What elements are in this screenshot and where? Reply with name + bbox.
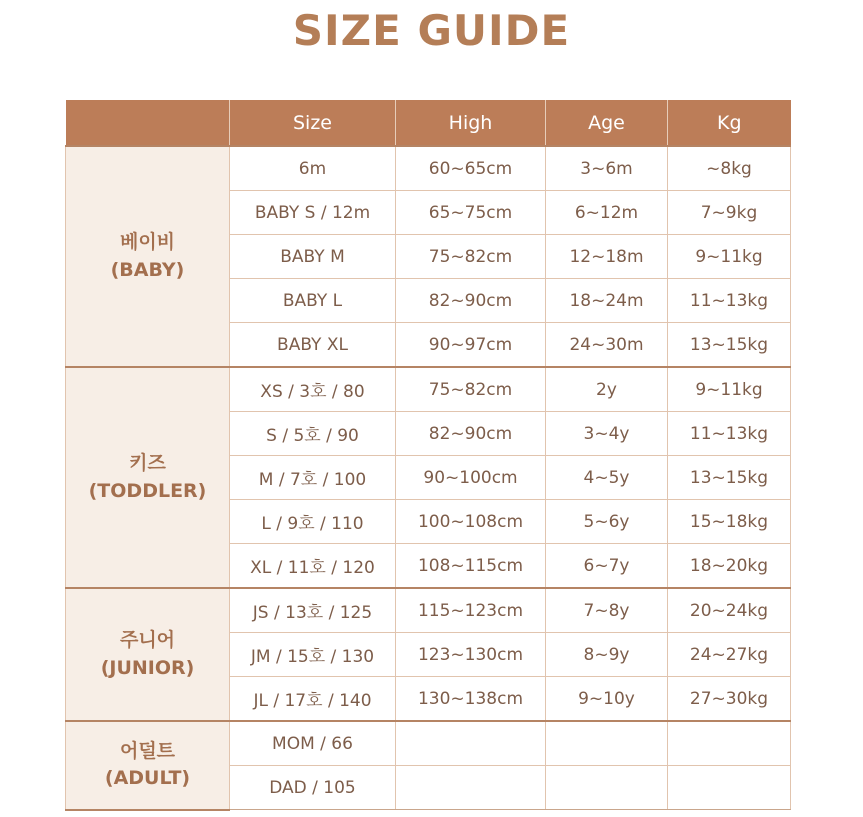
weight-cell: 18~20kg — [668, 544, 791, 589]
weight-cell: 11~13kg — [668, 279, 791, 323]
size-cell: XL / 11호 / 120 — [230, 544, 396, 589]
size-cell: S / 5호 / 90 — [230, 412, 396, 456]
age-cell: 4~5y — [546, 456, 668, 500]
size-guide-table — [65, 100, 791, 811]
size-cell: BABY XL — [230, 323, 396, 368]
size-cell: L / 9호 / 110 — [230, 500, 396, 544]
age-cell: 9~10y — [546, 677, 668, 722]
size-group-label — [66, 367, 230, 588]
group-name-korean: 어덜트 — [119, 739, 176, 762]
height-cell: 108~115cm — [396, 544, 546, 589]
weight-cell: 24~27kg — [668, 633, 791, 677]
page-title: SIZE GUIDE — [292, 6, 571, 55]
height-cell: 65~75cm — [396, 191, 546, 235]
weight-cell: ~8kg — [668, 146, 791, 191]
size-cell: 6m — [230, 146, 396, 191]
height-cell: 82~90cm — [396, 412, 546, 456]
group-name-korean: 키즈 — [129, 451, 166, 474]
age-cell: 12~18m — [546, 235, 668, 279]
column-header-age: Age — [546, 100, 668, 146]
size-cell: XS / 3호 / 80 — [230, 367, 396, 412]
height-cell: 60~65cm — [396, 146, 546, 191]
height-cell — [396, 766, 546, 810]
weight-cell — [668, 766, 791, 810]
table-row — [66, 367, 791, 412]
size-group-label — [66, 721, 230, 810]
weight-cell: 27~30kg — [668, 677, 791, 722]
group-name-korean: 베이비 — [119, 230, 176, 253]
size-group-label — [66, 588, 230, 721]
weight-cell: 9~11kg — [668, 235, 791, 279]
size-group-label — [66, 146, 230, 367]
size-cell: MOM / 66 — [230, 721, 396, 766]
age-cell — [546, 766, 668, 810]
weight-cell: 11~13kg — [668, 412, 791, 456]
age-cell: 8~9y — [546, 633, 668, 677]
size-cell: BABY M — [230, 235, 396, 279]
height-cell: 82~90cm — [396, 279, 546, 323]
size-cell: JL / 17호 / 140 — [230, 677, 396, 722]
size-cell: M / 7호 / 100 — [230, 456, 396, 500]
age-cell: 3~6m — [546, 146, 668, 191]
age-cell: 3~4y — [546, 412, 668, 456]
size-cell: JM / 15호 / 130 — [230, 633, 396, 677]
age-cell: 7~8y — [546, 588, 668, 633]
height-cell: 130~138cm — [396, 677, 546, 722]
height-cell — [396, 721, 546, 766]
height-cell: 75~82cm — [396, 367, 546, 412]
weight-cell — [668, 721, 791, 766]
age-cell: 6~7y — [546, 544, 668, 589]
group-name-english: (BABY) — [110, 258, 185, 281]
age-cell: 2y — [546, 367, 668, 412]
weight-cell: 9~11kg — [668, 367, 791, 412]
height-cell: 100~108cm — [396, 500, 546, 544]
size-cell: BABY L — [230, 279, 396, 323]
column-header-high: High — [396, 100, 546, 146]
group-name-english: (ADULT) — [104, 767, 191, 790]
height-cell: 90~97cm — [396, 323, 546, 368]
table-body — [66, 146, 791, 810]
group-name-english: (TODDLER) — [88, 479, 207, 502]
age-cell: 5~6y — [546, 500, 668, 544]
size-cell: JS / 13호 / 125 — [230, 588, 396, 633]
table-row — [66, 146, 791, 191]
age-cell: 24~30m — [546, 323, 668, 368]
table-row — [66, 721, 791, 766]
table-header-row — [66, 100, 791, 146]
height-cell: 75~82cm — [396, 235, 546, 279]
age-cell: 6~12m — [546, 191, 668, 235]
table-row — [66, 588, 791, 633]
height-cell: 115~123cm — [396, 588, 546, 633]
column-header-category — [66, 100, 230, 146]
height-cell: 90~100cm — [396, 456, 546, 500]
size-cell: DAD / 105 — [230, 766, 396, 810]
height-cell: 123~130cm — [396, 633, 546, 677]
weight-cell: 20~24kg — [668, 588, 791, 633]
group-name-english: (JUNIOR) — [100, 656, 195, 679]
size-cell: BABY S / 12m — [230, 191, 396, 235]
weight-cell: 13~15kg — [668, 456, 791, 500]
weight-cell: 15~18kg — [668, 500, 791, 544]
group-name-korean: 주니어 — [119, 628, 176, 651]
weight-cell: 13~15kg — [668, 323, 791, 368]
column-header-size: Size — [230, 100, 396, 146]
weight-cell: 7~9kg — [668, 191, 791, 235]
column-header-kg: Kg — [668, 100, 791, 146]
age-cell — [546, 721, 668, 766]
age-cell: 18~24m — [546, 279, 668, 323]
